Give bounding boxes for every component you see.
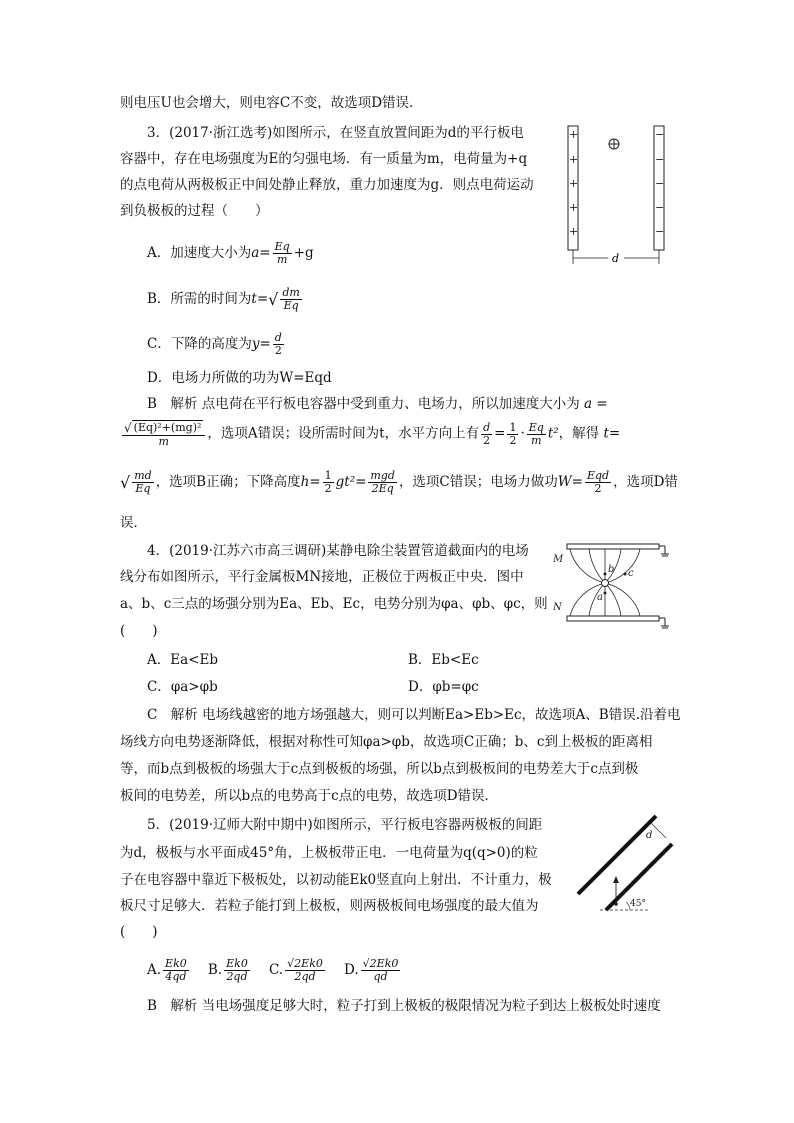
label-a: a [597,592,603,603]
plus-sign: + [569,128,579,141]
q4-option-c: C．φa>φb [147,679,218,695]
minus-sign: − [655,153,665,166]
a3-line-4: 误． [120,515,147,531]
label-b: b [608,564,615,575]
q3-line-2: 容器中，存在电场强度为E的匀强电场．有一质量为m，电荷量为+q [120,151,528,167]
q3-line-3: 的点电荷从两极板正中间处静止释放，重力加速度为g．则点电荷运动 [120,177,534,193]
q5-line-3: 子在电容器中靠近下极板处，以初动能Ek0竖直向上射出．不计重力，极 [120,872,552,888]
a3-line-2: $\frac{\text{√ (Eq)²+(mg)²}}{m}$ ，选项A错误；设所需时间为t，水平方向上有 $\frac{d}{2}$ = $\frac{1}{2}$ · $\frac{Eq}{m}$ t²，解得 t= [124,420,621,448]
q4-option-a: A．Ea<Eb [147,652,218,668]
q4-option-d: D．φb=φc [408,679,479,695]
q5-line-5: ( ) [120,924,158,940]
angle-label: 45° [630,899,646,909]
q4-line-2: 线分布如图所示，平行金属板MN接地，正极位于两板正中央．图中 [120,569,524,585]
minus-sign: − [655,225,665,238]
minus-sign: − [655,177,665,190]
q3-option-b: B．所需的时间为t=√ $\frac{dm}{Eq}$ [147,286,300,312]
a4-line-3: 等，而b点到极板的场强大于c点到极板的场强，所以b点到极板间的电势差大于c点到极 [120,761,639,777]
a5-line-1: B 解析 当电场强度足够大时，粒子打到上极板的极限情况为粒子到达上极板处时速度 [147,998,661,1014]
text-line: 则电压U也会增大，则电容C不变，故选项D错误． [120,95,423,111]
plus-sign: + [569,201,579,214]
q4-line-4: ( ) [120,623,158,639]
q3-option-d: D．电场力所做的功为W=Eqd [147,370,332,386]
q4-option-b: B．Eb<Ec [408,652,479,668]
q4-field-line-figure [545,538,675,630]
a3-line-3: √ $\frac{md}{Eq}$ ，选项B正确；下降高度h= $\frac{1}{2}$ gt²= $\frac{\text{mgd}}{2Eq}$ ，选项C错误；电场力做功W= $\frac{\text{Eqd}}{2}$ ，选项D错 [120,469,678,495]
plus-sign: + [569,153,579,166]
q5-line-2: 为d，极板与水平面成45°角，上极板带正电．一电荷量为q(q>0)的粒 [120,845,538,861]
q5-inclined-capacitor-figure [570,806,680,916]
q3-line-4: 到负极板的过程（ ） [120,203,269,219]
q5-line-4: 板尺寸足够大．若粒子能打到上极板，则两极板间电场强度的最大值为 [120,898,539,914]
q3-capacitor-figure [560,122,672,267]
plus-sign: + [569,177,579,190]
a4-line-1: C 解析 电场线越密的地方场强越大，则可以判断Ea>Eb>Ec，故选项A、B错误.沿着电 [147,707,681,723]
q5-options: A. $\frac{Ek0}{4qd}$ B. $\frac{Ek0}{2qd}$ C. $\frac{√2Ek0}{2qd}$ D. $\frac{√2Ek0}{qd}$ [147,957,399,983]
minus-sign: − [655,201,665,214]
positive-electrode-icon [602,580,609,587]
distance-label: d [612,252,620,265]
q3-option-a: A．加速度大小为a= $\frac{Eq}{m}$ +g [147,240,314,266]
label-c: c [628,568,634,579]
plus-sign: + [569,225,579,238]
label-m: M [553,554,564,565]
a3-line-1: B 解析 点电荷在平行板电容器中受到重力、电场力，所以加速度大小为 a = [147,396,608,412]
minus-sign: − [655,128,665,141]
q4-line-3: a、b、c三点的场强分别为Ea、Eb、Ec，电势分别为φa、φb、φc，则 [120,596,548,612]
a4-line-4: 板间的电势差，所以b点的电势高于c点的电势，故选项D错误． [120,788,499,804]
q5-line-1: 5．(2019·辽师大附中期中)如图所示，平行板电容器两极板的间距 [147,817,543,833]
q4-line-1: 4．(2019·江苏六市高三调研)某静电除尘装置管道截面内的电场 [147,543,529,559]
distance-label: d [646,830,653,841]
q3-option-c: C．下降的高度为y= $\frac{d}{2}$ [147,331,282,357]
a4-line-2: 场线方向电势逐渐降低，根据对称性可知φa>φb，故选项C正确；b、c到上极板的距离相 [120,734,653,750]
q3-line-1: 3．(2017·浙江选考)如图所示，在竖直放置间距为d的平行板电 [147,125,524,141]
label-n: N [553,602,562,613]
